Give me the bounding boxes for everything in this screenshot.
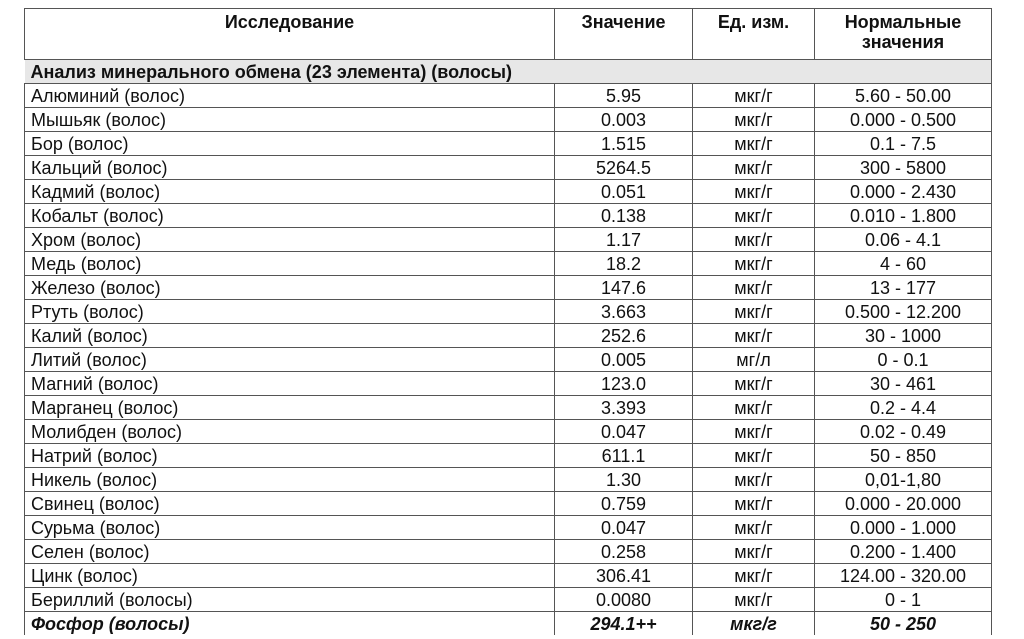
row-range: 50 - 850 [815,444,992,468]
row-value: 0.258 [555,540,693,564]
row-value: 252.6 [555,324,693,348]
row-name: Натрий (волос) [25,444,555,468]
row-range: 0.000 - 2.430 [815,180,992,204]
table-row [25,348,992,372]
row-value: 294.1++ [555,612,693,636]
row-name: Мышьяк (волос) [25,108,555,132]
row-value: 1.515 [555,132,693,156]
row-range: 0.500 - 12.200 [815,300,992,324]
results-table [24,8,992,635]
row-unit: мкг/г [693,564,815,588]
row-value: 18.2 [555,252,693,276]
row-name: Магний (волос) [25,372,555,396]
row-value: 5.95 [555,84,693,108]
row-range: 0.02 - 0.49 [815,420,992,444]
row-value: 0.0080 [555,588,693,612]
table-row [25,468,992,492]
row-unit: мкг/г [693,156,815,180]
row-name: Фосфор (волосы) [25,612,555,636]
row-name: Цинк (волос) [25,564,555,588]
row-name: Свинец (волос) [25,492,555,516]
header-study: Исследование [25,9,555,60]
row-unit: мкг/г [693,444,815,468]
row-unit: мкг/г [693,468,815,492]
table-row [25,108,992,132]
row-range: 0.010 - 1.800 [815,204,992,228]
header-unit: Ед. изм. [693,9,815,60]
row-unit: мкг/г [693,180,815,204]
row-unit: мкг/г [693,492,815,516]
row-range: 0,01-1,80 [815,468,992,492]
row-range: 0 - 1 [815,588,992,612]
row-range: 0.000 - 20.000 [815,492,992,516]
row-value: 3.393 [555,396,693,420]
row-range: 0.000 - 0.500 [815,108,992,132]
table-row [25,492,992,516]
row-unit: мг/л [693,348,815,372]
row-unit: мкг/г [693,540,815,564]
row-unit: мкг/г [693,372,815,396]
row-name: Селен (волос) [25,540,555,564]
row-value: 123.0 [555,372,693,396]
row-name: Сурьма (волос) [25,516,555,540]
table-row [25,204,992,228]
row-unit: мкг/г [693,516,815,540]
row-range: 13 - 177 [815,276,992,300]
row-range: 300 - 5800 [815,156,992,180]
row-name: Кадмий (волос) [25,180,555,204]
row-value: 306.41 [555,564,693,588]
table-row [25,420,992,444]
table-row [25,276,992,300]
row-name: Кобальт (волос) [25,204,555,228]
row-value: 1.17 [555,228,693,252]
row-unit: мкг/г [693,588,815,612]
row-name: Ртуть (волос) [25,300,555,324]
row-name: Бор (волос) [25,132,555,156]
row-range: 0.2 - 4.4 [815,396,992,420]
row-name: Кальций (волос) [25,156,555,180]
table-header-row [25,9,992,60]
table-row [25,156,992,180]
row-range: 50 - 250 [815,612,992,636]
row-unit: мкг/г [693,396,815,420]
row-value: 0.051 [555,180,693,204]
row-range: 30 - 461 [815,372,992,396]
row-range: 124.00 - 320.00 [815,564,992,588]
table-row [25,324,992,348]
row-range: 4 - 60 [815,252,992,276]
table-row [25,516,992,540]
header-normal: Нормальные значения [815,9,992,60]
row-name: Калий (волос) [25,324,555,348]
row-value: 3.663 [555,300,693,324]
row-unit: мкг/г [693,300,815,324]
row-value: 147.6 [555,276,693,300]
row-unit: мкг/г [693,276,815,300]
row-unit: мкг/г [693,228,815,252]
row-range: 0 - 0.1 [815,348,992,372]
section-row [25,60,992,84]
table-row [25,564,992,588]
row-value: 5264.5 [555,156,693,180]
row-value: 0.047 [555,516,693,540]
section-title: Анализ минерального обмена (23 элемента) (волосы) [25,60,992,84]
row-name: Медь (волос) [25,252,555,276]
row-name: Бериллий (волосы) [25,588,555,612]
table-row [25,444,992,468]
row-value: 611.1 [555,444,693,468]
row-range: 0.200 - 1.400 [815,540,992,564]
row-name: Марганец (волос) [25,396,555,420]
table-row [25,252,992,276]
row-unit: мкг/г [693,420,815,444]
row-value: 0.003 [555,108,693,132]
row-value: 0.047 [555,420,693,444]
row-name: Алюминий (волос) [25,84,555,108]
table-row [25,84,992,108]
row-unit: мкг/г [693,612,815,636]
row-unit: мкг/г [693,84,815,108]
row-range: 30 - 1000 [815,324,992,348]
table-row [25,180,992,204]
row-range: 0.000 - 1.000 [815,516,992,540]
table-row [25,588,992,612]
row-name: Хром (волос) [25,228,555,252]
table-row [25,300,992,324]
row-value: 1.30 [555,468,693,492]
row-range: 5.60 - 50.00 [815,84,992,108]
table-row [25,228,992,252]
row-name: Молибден (волос) [25,420,555,444]
row-unit: мкг/г [693,204,815,228]
row-range: 0.1 - 7.5 [815,132,992,156]
row-unit: мкг/г [693,252,815,276]
row-value: 0.138 [555,204,693,228]
row-name: Железо (волос) [25,276,555,300]
row-value: 0.005 [555,348,693,372]
table-row [25,540,992,564]
row-unit: мкг/г [693,132,815,156]
row-unit: мкг/г [693,108,815,132]
table-row [25,612,992,636]
row-name: Литий (волос) [25,348,555,372]
row-value: 0.759 [555,492,693,516]
row-range: 0.06 - 4.1 [815,228,992,252]
table-row [25,396,992,420]
table-row [25,132,992,156]
row-name: Никель (волос) [25,468,555,492]
row-unit: мкг/г [693,324,815,348]
table-row [25,372,992,396]
header-value: Значение [555,9,693,60]
